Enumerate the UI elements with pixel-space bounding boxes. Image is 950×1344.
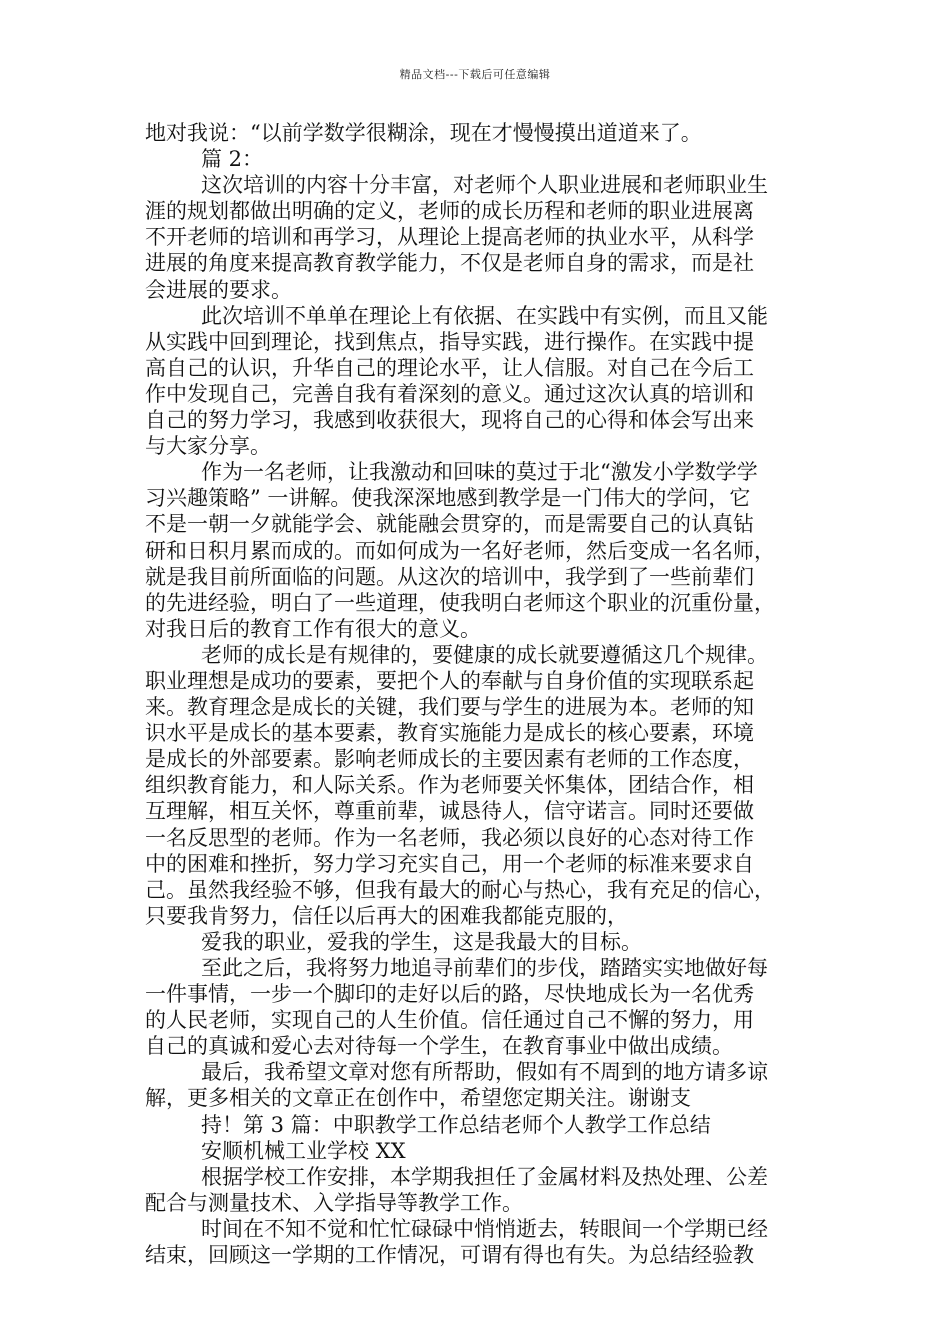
text-line: 结束，回顾这一学期的工作情况，可谓有得也有失。为总结经验教 [145, 1243, 754, 1268]
text-line: 互理解，相互关怀，尊重前辈，诚恳待人，信守诺言。同时还要做 [145, 799, 754, 824]
text-line: 己。虽然我经验不够，但我有最大的耐心与热心，我有充足的信心， [145, 877, 775, 902]
text-line: 地对我说：“以前学数学很糊涂，现在才慢慢摸出道道来了。 [145, 121, 702, 145]
text-line: 安顺机械工业学校 XX [201, 1138, 406, 1163]
text-line: 识水平是成长的基本要素，教育实施能力是成长的核心要素，环境 [145, 721, 754, 746]
text-line: 就是我目前所面临的问题。从这次的培训中，我学到了一些前辈们 [145, 564, 754, 589]
text-line: 作中发现自己，完善自我有着深刻的意义。通过这次认真的培训和 [145, 381, 754, 406]
text-line: 时间在不知不觉和忙忙碌碌中悄悄逝去，转眼间一个学期已经 [201, 1216, 768, 1241]
text-line: 研和日积月累而成的。而如何成为一名好老师，然后变成一名名师， [145, 538, 775, 563]
text-line: 自己的真诚和爱心去对待每一个学生，在教育事业中做出成绩。 [145, 1034, 733, 1059]
text-line: 一名反思型的老师。作为一名老师，我必须以良好的心态对待工作 [145, 825, 754, 850]
text-line: 老师的成长是有规律的，要健康的成长就要遵循这几个规律。 [201, 642, 768, 667]
text-line: 最后，我希望文章对您有所帮助，假如有不周到的地方请多谅 [201, 1060, 768, 1085]
text-line: 根据学校工作安排，本学期我担任了金属材料及热处理、公差 [201, 1164, 768, 1189]
text-line: 爱我的职业，爱我的学生，这是我最大的目标。 [201, 929, 642, 954]
page-header: 精品文档---下载后可任意编辑 [399, 68, 551, 81]
text-line: 中的困难和挫折，努力学习充实自己，用一个老师的标准来要求自 [145, 851, 754, 876]
text-line: 作为一名老师，让我激动和回味的莫过于北“激发小学数学学 [201, 460, 758, 485]
text-line: 不是一朝一夕就能学会、就能融会贯穿的，而是需要自己的认真钻 [145, 512, 754, 537]
text-line: 会进展的要求。 [145, 277, 292, 302]
text-line: 与大家分享。 [145, 434, 271, 459]
text-line: 解，更多相关的文章正在创作中，希望您定期关注。谢谢支 [145, 1086, 691, 1111]
text-line: 自己的努力学习，我感到收获很大，现将自己的心得和体会写出来 [145, 408, 754, 433]
text-line: 至此之后，我将努力地追寻前辈们的步伐，踏踏实实地做好每 [201, 956, 768, 980]
text-line: 只要我肯努力，信任以后再大的困难我都能克服的， [145, 903, 628, 928]
text-line: 篇 2： [201, 147, 264, 172]
text-line: 对我日后的教育工作有很大的意义。 [145, 616, 481, 641]
text-line: 职业理想是成功的要素，要把个人的奉献与自身价值的实现联系起 [145, 668, 754, 693]
text-line: 不开老师的培训和再学习，从理论上提高老师的执业水平，从科学 [145, 225, 754, 250]
text-line: 持！第 3 篇：中职教学工作总结老师个人教学工作总结 [201, 1112, 711, 1137]
text-line: 的先进经验，明白了一些道理，使我明白老师这个职业的沉重份量， [145, 590, 775, 615]
text-line: 此次培训不单单在理论上有依据、在实践中有实例，而且又能 [201, 303, 768, 328]
text-line: 从实践中回到理论，找到焦点，指导实践，进行操作。在实践中提 [145, 329, 754, 354]
text-line: 这次培训的内容十分丰富，对老师个人职业进展和老师职业生 [201, 173, 768, 198]
text-line: 高自己的认识，升华自己的理论水平，让人信服。对自己在今后工 [145, 355, 754, 380]
text-line: 来。教育理念是成长的关键，我们要与学生的进展为本。老师的知 [145, 695, 754, 720]
text-line: 进展的角度来提高教育教学能力，不仅是老师自身的需求，而是社 [145, 251, 754, 276]
text-line: 涯的规划都做出明确的定义，老师的成长历程和老师的职业进展离 [145, 199, 754, 224]
text-line: 的人民老师，实现自己的人生价值。信任通过自己不懈的努力，用 [145, 1008, 754, 1033]
text-line: 习兴趣策略” 一讲解。使我深深地感到教学是一门伟大的学问，它 [145, 486, 751, 511]
text-line: 是成长的外部要素。影响老师成长的主要因素有老师的工作态度， [145, 747, 754, 772]
text-line: 组织教育能力，和人际关系。作为老师要关怀集体，团结合作，相 [145, 773, 754, 798]
text-line: 一件事情，一步一个脚印的走好以后的路，尽快地成长为一名优秀 [145, 982, 754, 1007]
text-line: 配合与测量技术、入学指导等教学工作。 [145, 1190, 523, 1215]
document-body [145, 120, 815, 1268]
